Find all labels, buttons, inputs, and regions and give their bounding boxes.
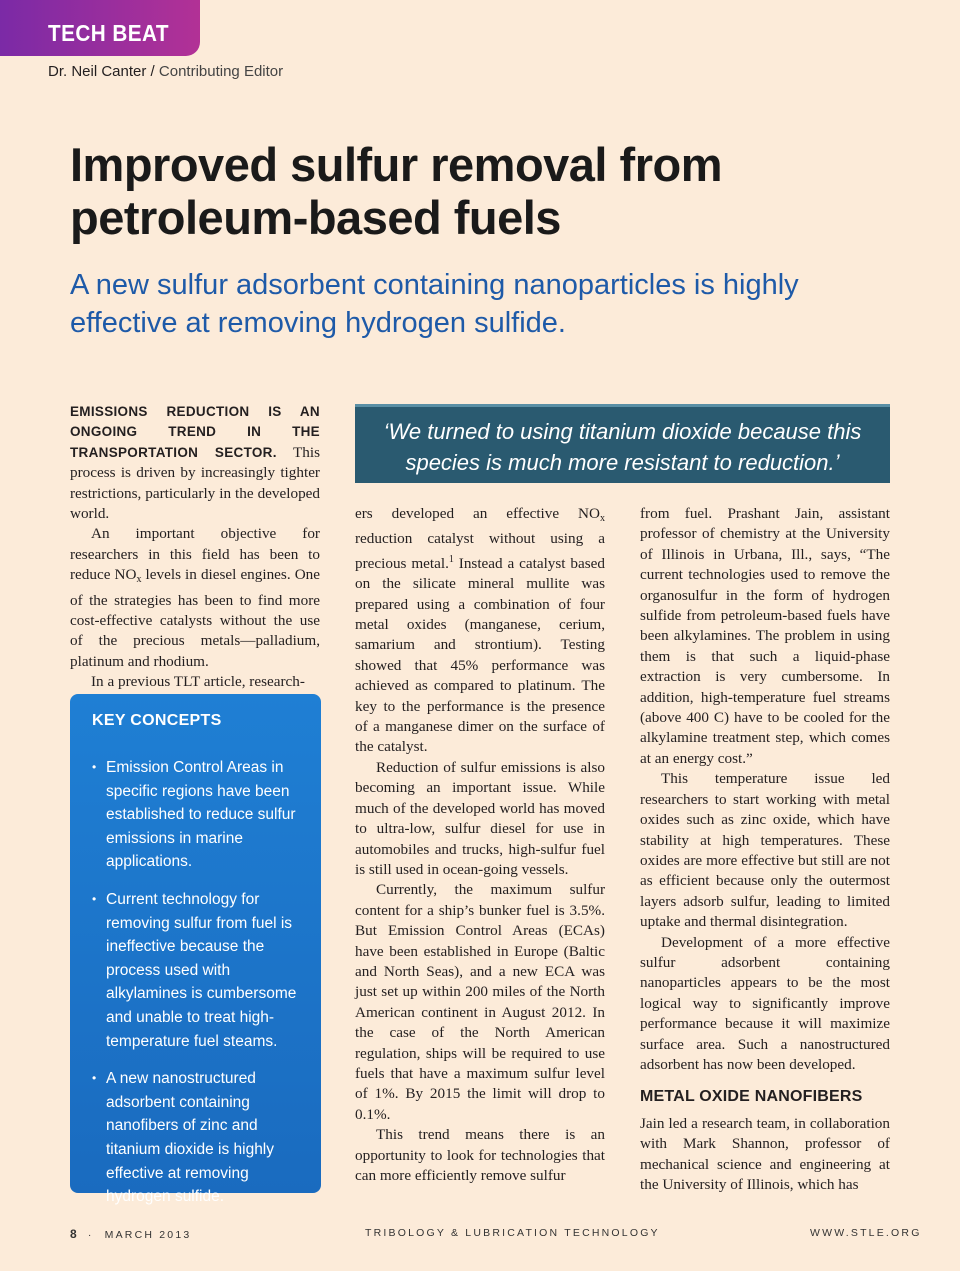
paragraph-text: An important objective for researchers in this field has been to reduce NO (70, 525, 320, 584)
paragraph: from fuel. Prashant Jain, assistant professor of chemistry at the University of Illinois in Urbana, Ill., says, “The current technologies used to remove the organosulfur in the form of hydrogen sulfide from petroleum-based fuels have been alkylamines. The problem in using them is that such a liquid-phase extraction is very cumbersome. In addition, high-temperature fuel streams (above 400 C) have to be cooled for the alkylamine treatment step, which comes at an energy cost.” (640, 505, 890, 767)
subscript: x (136, 574, 142, 586)
paragraph: Currently, the maximum sulfur content for a ship’s bunker fuel is 3.5%. But Emission Control Areas (ECAs) have been established in Europe (Baltic and North Seas), and a new ECA was just set up within 200 miles of the North American continent in August 2012. In the case of the North American regulation, ships will be required to use fuels that have a maximum sulfur level of 1%. By 2015 the limit will drop to 0.1%. (355, 881, 605, 1123)
key-concept-item: • Current technology for removing sulfur from fuel is ineffective because the process used with alkylamines is cumbersome and unable to treat high-temperature fuel steams. (92, 888, 301, 1053)
column-1 (70, 402, 320, 693)
key-concepts-title: KEY CONCEPTS (92, 712, 222, 729)
footer-left (70, 1227, 191, 1241)
column-3 (640, 504, 890, 1195)
paragraph-text: levels in diesel engines. One of the strategies has been to find more cost-effective catalysts without the use of the precious metals—palladium, platinum and rhodium. (70, 566, 321, 670)
key-concept-item: • Emission Control Areas in specific regions have been established to reduce sulfur emissions in marine applications. (92, 756, 301, 874)
issue-date: MARCH 2013 (104, 1229, 192, 1241)
page-number: 8 (70, 1227, 77, 1241)
article-deck: A new sulfur adsorbent containing nanoparticles is highly effective at removing hydrogen sulfide. (70, 269, 799, 339)
paragraph (355, 504, 605, 758)
subheading: METAL OXIDE NANOFIBERS (640, 1088, 863, 1106)
key-concept-item: • A new nanostructured adsorbent containing nanofibers of zinc and titanium dioxide is highly effective at removing hydrogen sulfide. (92, 1067, 301, 1209)
pull-quote: ‘We turned to using titanium dioxide because this species is much more resistant to reduction.’ (355, 404, 890, 483)
subscript: x (600, 513, 605, 524)
article-title: Improved sulfur removal from petroleum-based fuels (70, 138, 722, 244)
publication-name: TRIBOLOGY & LUBRICATION TECHNOLOGY (365, 1227, 660, 1239)
paragraph: This trend means there is an opportunity to look for technologies that can more efficiently remove sulfur (355, 1126, 605, 1184)
byline-separator: / (146, 63, 159, 80)
paragraph-text: This process is driven by increasingly tighter restrictions, particularly in the developed world. (70, 443, 320, 523)
paragraph: Development of a more effective sulfur adsorbent containing nanoparticles appears to be the most logical way to significantly improve performance because it will maximize surface area. Such a nanostructured adsorbent has now been developed. (640, 933, 890, 1073)
paragraph (70, 524, 320, 672)
lead-in: EMISSIONS REDUCTION IS AN ONGOING TREND IN THE TRANSPORTATION SECTOR. (70, 404, 320, 460)
website-link[interactable]: WWW.STLE.ORG (810, 1227, 922, 1239)
paragraph-text: reduction catalyst without using a precious metal. (355, 530, 605, 572)
paragraph: This temperature issue led researchers to start working with metal oxides such as zinc oxide, which have stability at high temperatures. These oxides are more effective but still are not as efficient because only the outermost layers adsorb sulfur, leading to limited uptake and thermal disintegration. (640, 770, 890, 931)
paragraph-text: ers developed an effective NO (355, 505, 600, 522)
paragraph (70, 402, 320, 524)
column-2 (355, 504, 605, 1186)
footnote-ref: 1 (448, 553, 454, 565)
paragraph-text: Instead a catalyst based on the silicate mineral mullite was prepared using a combination of four metal oxides (manganese, cerium, samarium and strontium). Testing showed that 45% performance was achieved as compared to platinum. The key to the performance is the presence of a manganese dimer on the surface of the catalyst. (355, 554, 605, 756)
author-role: Contributing Editor (158, 63, 284, 80)
section-tab (0, 0, 200, 56)
author-name: Dr. Neil Canter (48, 63, 147, 80)
section-tab-label: TECH BEAT (48, 20, 169, 46)
byline (48, 63, 283, 80)
key-concepts-box (70, 694, 321, 1206)
paragraph: Jain led a research team, in collaboration with Mark Shannon, professor of mechanical science and engineering at the University of Illinois, which has (640, 1114, 890, 1193)
footer-dot: · (87, 1229, 94, 1241)
paragraph: Reduction of sulfur emissions is also becoming an important issue. While much of the developed world has moved to ultra-low, sulfur diesel for use in automobiles and trucks, high-sulfur fuel is still used in ocean-going vessels. (355, 758, 605, 878)
key-concepts-list (92, 756, 301, 1209)
paragraph: In a previous TLT article, research- (91, 673, 305, 691)
